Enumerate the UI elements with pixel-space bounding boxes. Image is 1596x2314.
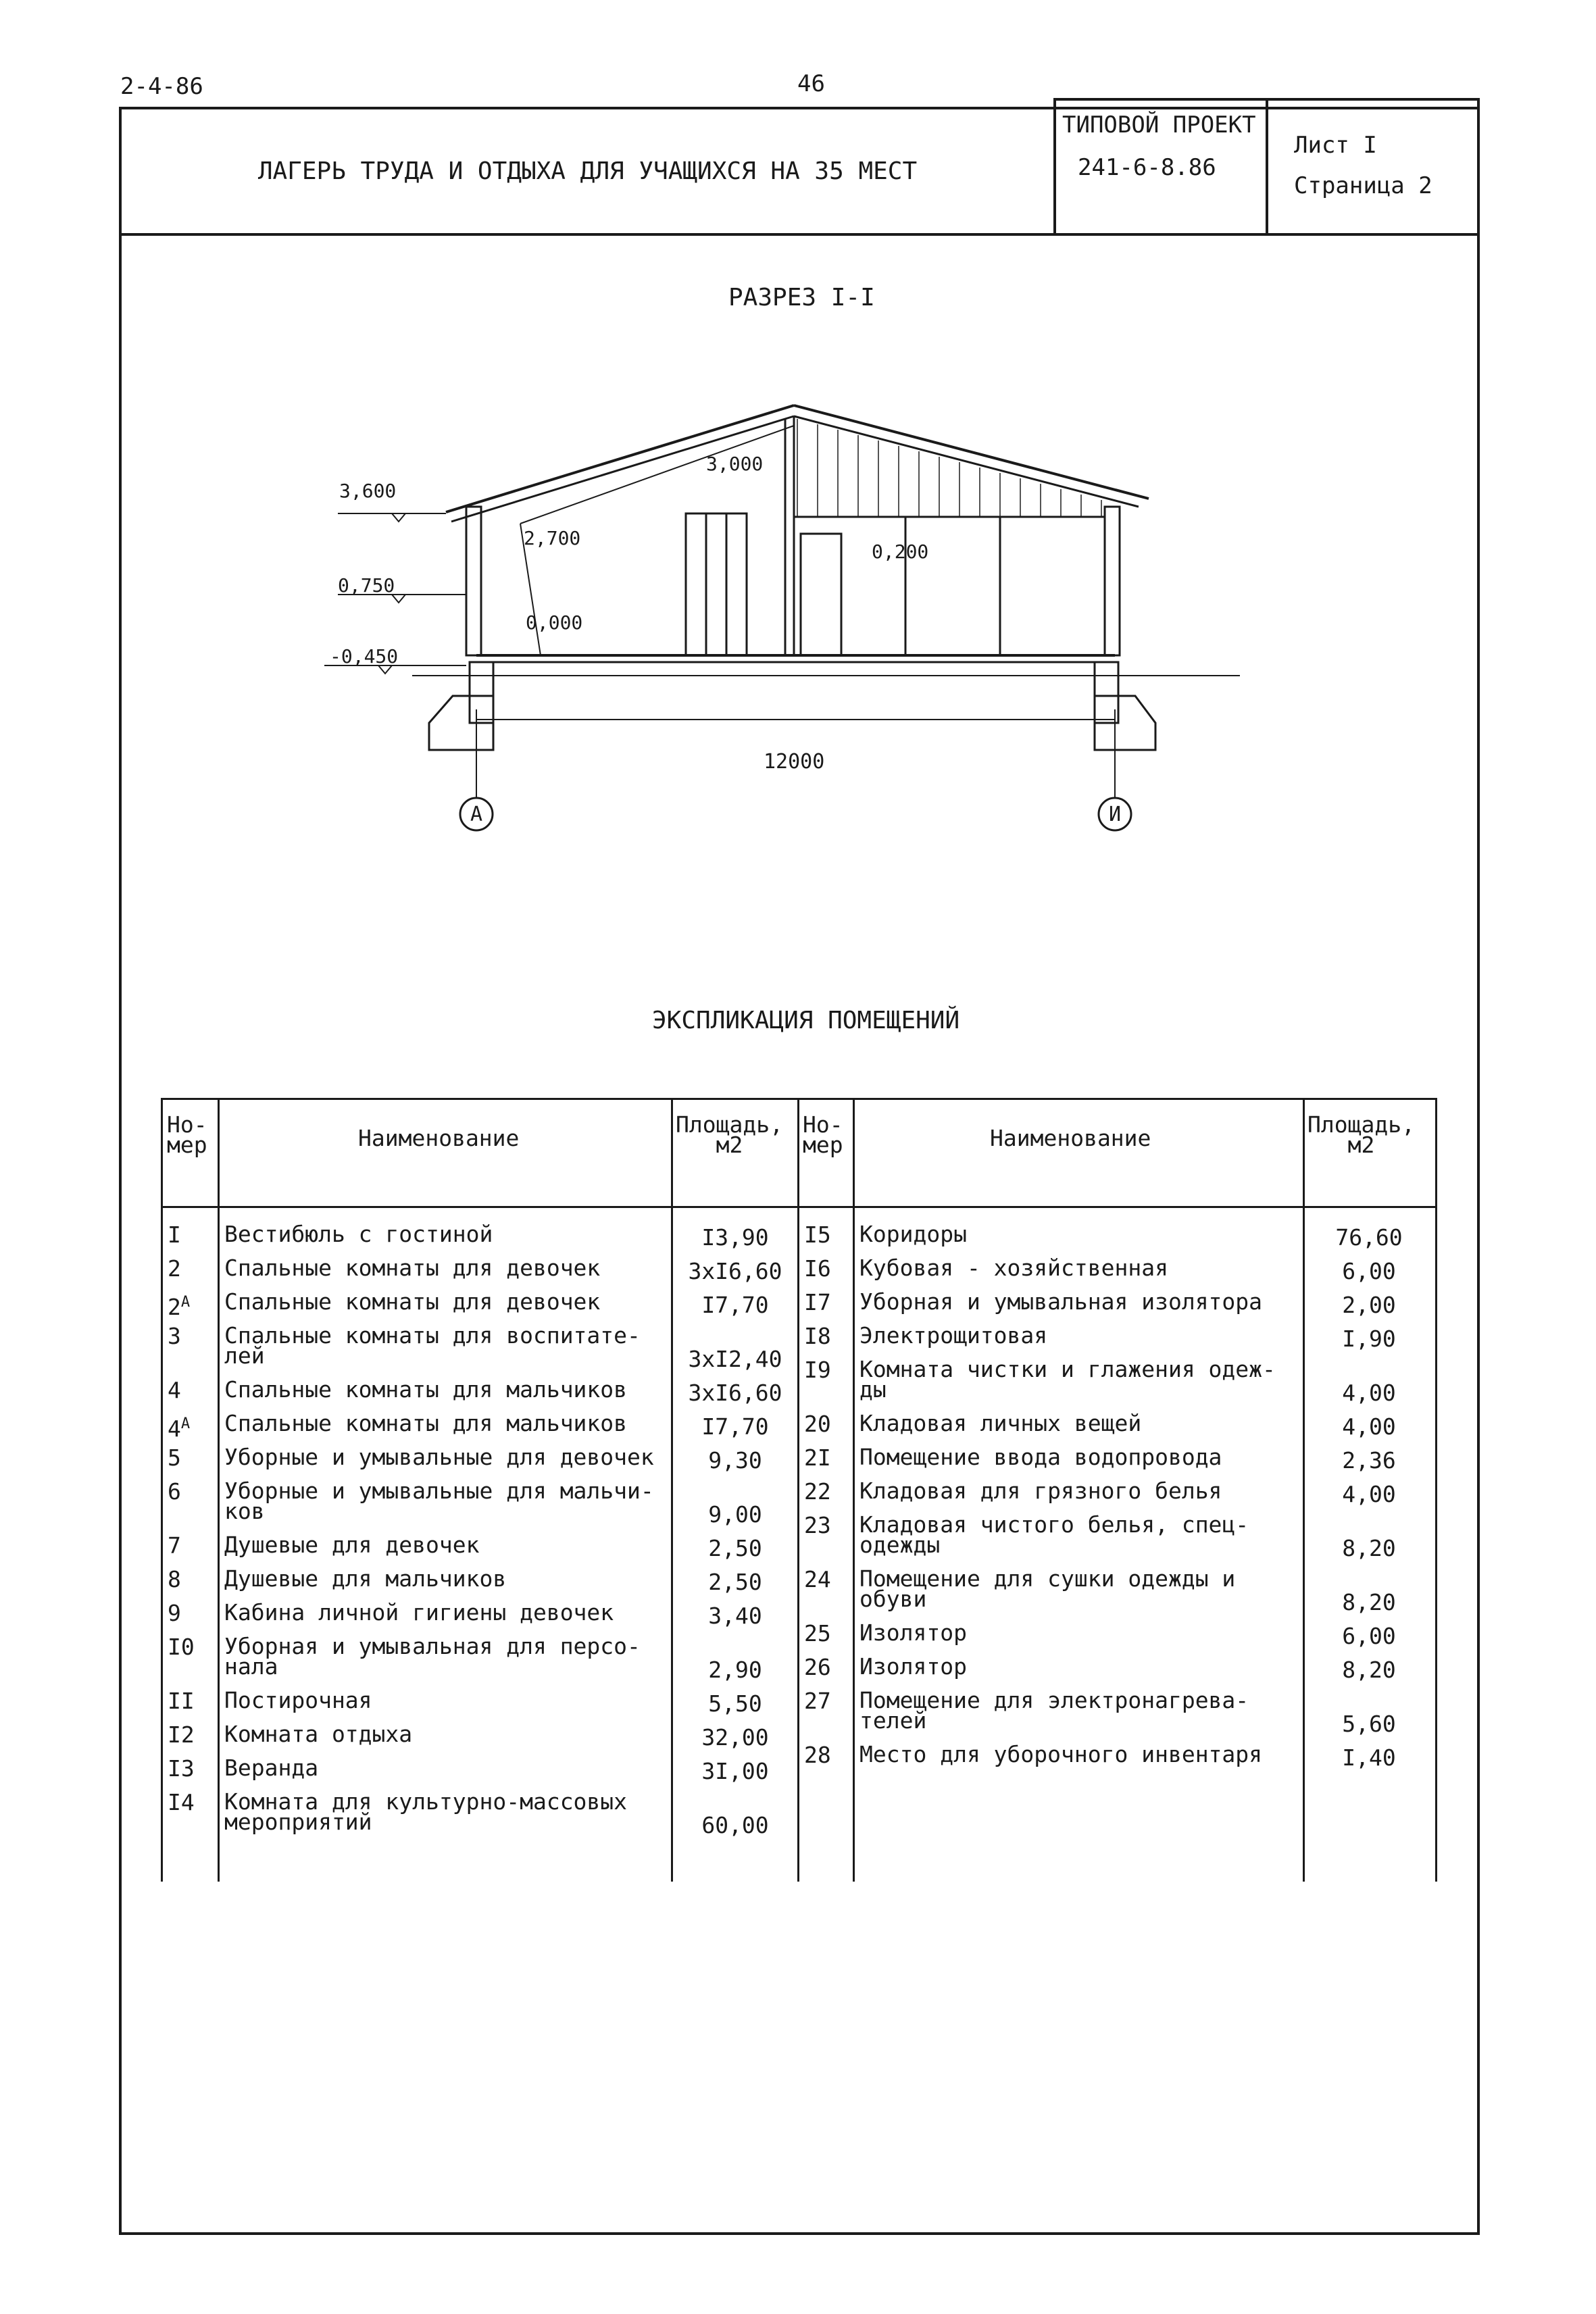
row-number-text: 8 (168, 1566, 181, 1592)
row-number-text: I2 (168, 1721, 195, 1748)
title-block-top-right (1053, 98, 1480, 101)
row-area: 9,30 (708, 1447, 762, 1474)
row-name: Кабина личной гигиены девочек (224, 1599, 614, 1626)
row-name: Спальные комнаты для воспитате- лей (224, 1322, 641, 1369)
row-number-text: 9 (168, 1600, 181, 1626)
row-number-text: 22 (804, 1478, 831, 1505)
row-area: 8,20 (1342, 1657, 1396, 1683)
row-number (804, 1413, 831, 1435)
row-name: Постирочная (224, 1687, 372, 1713)
frame-bottom (119, 2232, 1480, 2235)
row-number-superscript: А (180, 1415, 191, 1432)
title-block-bottom (119, 233, 1480, 236)
table-top (161, 1098, 1437, 1100)
row-number-text: 27 (804, 1688, 831, 1714)
header-name: Наименование (358, 1125, 520, 1151)
row-area: 3xI2,40 (688, 1346, 782, 1372)
row-number (804, 1359, 831, 1381)
row-name: Уборная и умывальная для персо- нала (224, 1633, 641, 1680)
elevation-label: -0,450 (330, 645, 399, 668)
row-area: I3,90 (701, 1224, 769, 1251)
row-name: Место для уборочного инвентаря (859, 1741, 1263, 1767)
row-number-text: 3 (168, 1323, 181, 1349)
row-number-text: I (168, 1222, 181, 1248)
row-number-text: I9 (804, 1357, 831, 1383)
row-name: Помещение ввода водопровода (859, 1444, 1222, 1470)
row-number (168, 1690, 195, 1712)
row-name: Электрощитовая (859, 1322, 1048, 1349)
row-number-text: II (168, 1688, 195, 1714)
row-number (804, 1690, 831, 1712)
row-number (168, 1292, 190, 1318)
row-number-text: 20 (804, 1411, 831, 1437)
title-block-div2 (1266, 98, 1268, 236)
row-number-text: 4 (168, 1415, 181, 1442)
row-area: 5,60 (1342, 1711, 1396, 1737)
row-name: Комната для культурно-массовых мероприятий (224, 1788, 628, 1835)
row-area: 2,90 (708, 1657, 762, 1683)
row-name: Кладовая чистого белья, спец- одежды (859, 1511, 1249, 1558)
row-number-text: 2 (168, 1255, 181, 1282)
row-number (168, 1478, 181, 1505)
row-number (168, 1566, 181, 1592)
header-number: Но- мер (167, 1111, 207, 1158)
row-area: 4,00 (1342, 1380, 1396, 1406)
row-number-text: I5 (804, 1222, 831, 1248)
row-number (804, 1323, 831, 1349)
row-area: 6,00 (1342, 1258, 1396, 1284)
row-area: 6,00 (1342, 1623, 1396, 1649)
row-number-superscript: А (180, 1294, 191, 1311)
row-number-text: 28 (804, 1742, 831, 1768)
row-number (168, 1636, 195, 1658)
row-number (168, 1377, 181, 1403)
elevation-label: 0,750 (338, 574, 395, 597)
row-name: Спальные комнаты для девочек (224, 1288, 601, 1315)
row-number (168, 1789, 195, 1815)
table-col-4 (797, 1098, 799, 1882)
frame-right (1477, 98, 1480, 2235)
row-number-text: 7 (168, 1532, 181, 1559)
row-name: Веранда (224, 1755, 319, 1781)
row-number-text: 24 (804, 1566, 831, 1592)
header-name-2: Наименование (990, 1125, 1151, 1151)
row-number-text: 23 (804, 1512, 831, 1538)
row-name: Спальные комнаты для мальчиков (224, 1376, 628, 1403)
table-col-1 (161, 1098, 163, 1882)
row-area: 76,60 (1335, 1224, 1403, 1251)
row-area: I7,70 (701, 1292, 769, 1318)
elevation-label: 3,000 (706, 453, 764, 475)
axis-label-right: И (1109, 803, 1122, 826)
table-header-bottom (161, 1206, 1437, 1208)
title-block-div1 (1053, 98, 1056, 236)
row-number-text: 4 (168, 1377, 181, 1403)
dimension-width: 12000 (764, 750, 825, 774)
row-number (168, 1323, 181, 1349)
row-number (804, 1224, 831, 1246)
elevation-label: 0,000 (526, 611, 583, 634)
row-name: Душевые для девочек (224, 1532, 480, 1558)
row-area: 9,00 (708, 1501, 762, 1528)
row-number-text: 6 (168, 1478, 181, 1505)
header-area-2: Площадь, м2 (1307, 1111, 1415, 1158)
row-number (168, 1255, 181, 1282)
row-area: I,90 (1342, 1326, 1396, 1352)
row-area: 3xI6,60 (688, 1258, 782, 1284)
row-area: 8,20 (1342, 1535, 1396, 1561)
table-col-3 (671, 1098, 673, 1882)
row-area: I,40 (1342, 1744, 1396, 1771)
row-number-text: I8 (804, 1323, 831, 1349)
row-name: Уборные и умывальные для мальчи- ков (224, 1478, 654, 1524)
row-area: I7,70 (701, 1413, 769, 1440)
row-number-text: 25 (804, 1620, 831, 1646)
row-area: 4,00 (1342, 1413, 1396, 1440)
table-col-6 (1303, 1098, 1305, 1882)
row-area: 2,00 (1342, 1292, 1396, 1318)
row-number (804, 1444, 831, 1471)
row-area: 2,50 (708, 1535, 762, 1561)
row-number (168, 1224, 181, 1246)
row-number (804, 1566, 831, 1592)
row-number (168, 1413, 190, 1440)
explication-title: ЭКСПЛИКАЦИЯ ПОМЕЩЕНИЙ (652, 1007, 960, 1034)
section-drawing (297, 378, 1270, 851)
row-area: 8,20 (1342, 1589, 1396, 1615)
row-number-text: I6 (804, 1255, 831, 1282)
row-area: 3I,00 (701, 1758, 769, 1784)
row-name: Изолятор (859, 1653, 967, 1680)
row-number-text: I7 (804, 1289, 831, 1315)
page-code: 2-4-86 (120, 73, 203, 100)
row-name: Изолятор (859, 1619, 967, 1646)
row-number (804, 1289, 831, 1315)
project-label: ТИПОВОЙ ПРОЕКТ (1062, 111, 1256, 139)
row-number-text: I3 (168, 1755, 195, 1782)
elevation-label: 3,600 (339, 480, 397, 502)
row-number (804, 1620, 831, 1646)
row-name: Спальные комнаты для мальчиков (224, 1410, 628, 1436)
row-area: 2,50 (708, 1569, 762, 1595)
document-title: ЛАГЕРЬ ТРУДА И ОТДЫХА ДЛЯ УЧАЩИХСЯ НА 35 МЕСТ (257, 157, 918, 185)
section-title: РАЗРЕЗ I-I (728, 284, 875, 311)
project-number: 241-6-8.86 (1078, 154, 1216, 181)
table-col-7 (1435, 1098, 1437, 1882)
row-area: 2,36 (1342, 1447, 1396, 1474)
row-name: Вестибюль с гостиной (224, 1221, 493, 1247)
row-area: 3,40 (708, 1603, 762, 1629)
row-name: Комната отдыха (224, 1721, 413, 1747)
page-label: Страница 2 (1294, 172, 1432, 199)
row-number (168, 1721, 195, 1748)
row-name: Помещение для электронагрева- телей (859, 1687, 1249, 1734)
row-number-text: I0 (168, 1634, 195, 1660)
header-area: Площадь, м2 (676, 1111, 783, 1158)
header-number-2: Но- мер (803, 1111, 843, 1158)
row-number-text: 2 (168, 1294, 181, 1320)
axis-label-left: А (470, 803, 483, 826)
row-number (804, 1255, 831, 1282)
row-name: Уборные и умывальные для девочек (224, 1444, 654, 1470)
row-name: Коридоры (859, 1221, 967, 1247)
row-number-text: 26 (804, 1654, 831, 1680)
sheet-number: Лист I (1294, 132, 1377, 159)
table-col-5 (853, 1098, 855, 1882)
row-number (804, 1654, 831, 1680)
row-area: 60,00 (701, 1812, 769, 1838)
row-number (804, 1744, 831, 1766)
row-name: Комната чистки и глажения одеж- ды (859, 1356, 1276, 1403)
row-number-text: 2I (804, 1444, 831, 1471)
row-area: 5,50 (708, 1690, 762, 1717)
row-name: Уборная и умывальная изолятора (859, 1288, 1263, 1315)
table-col-2 (218, 1098, 220, 1882)
row-area: 4,00 (1342, 1481, 1396, 1507)
row-number (804, 1512, 831, 1538)
row-number (804, 1478, 831, 1505)
row-area: 32,00 (701, 1724, 769, 1751)
row-number-text: 5 (168, 1444, 181, 1471)
row-name: Кубовая - хозяйственная (859, 1255, 1168, 1281)
elevation-label: 2,700 (524, 527, 581, 549)
row-number (168, 1532, 181, 1559)
row-name: Кладовая для грязного белья (859, 1478, 1222, 1504)
row-name: Душевые для мальчиков (224, 1565, 507, 1592)
frame-left (119, 107, 122, 2235)
row-number (168, 1755, 195, 1782)
elevation-label: 0,200 (872, 540, 929, 563)
row-name: Кладовая личных вещей (859, 1410, 1142, 1436)
row-area: 3xI6,60 (688, 1380, 782, 1406)
row-name: Помещение для сушки одежды и обуви (859, 1565, 1236, 1612)
row-number (168, 1444, 181, 1471)
row-number-text: I4 (168, 1789, 195, 1815)
page-number: 46 (797, 70, 825, 97)
row-number (168, 1600, 181, 1626)
row-name: Спальные комнаты для девочек (224, 1255, 601, 1281)
